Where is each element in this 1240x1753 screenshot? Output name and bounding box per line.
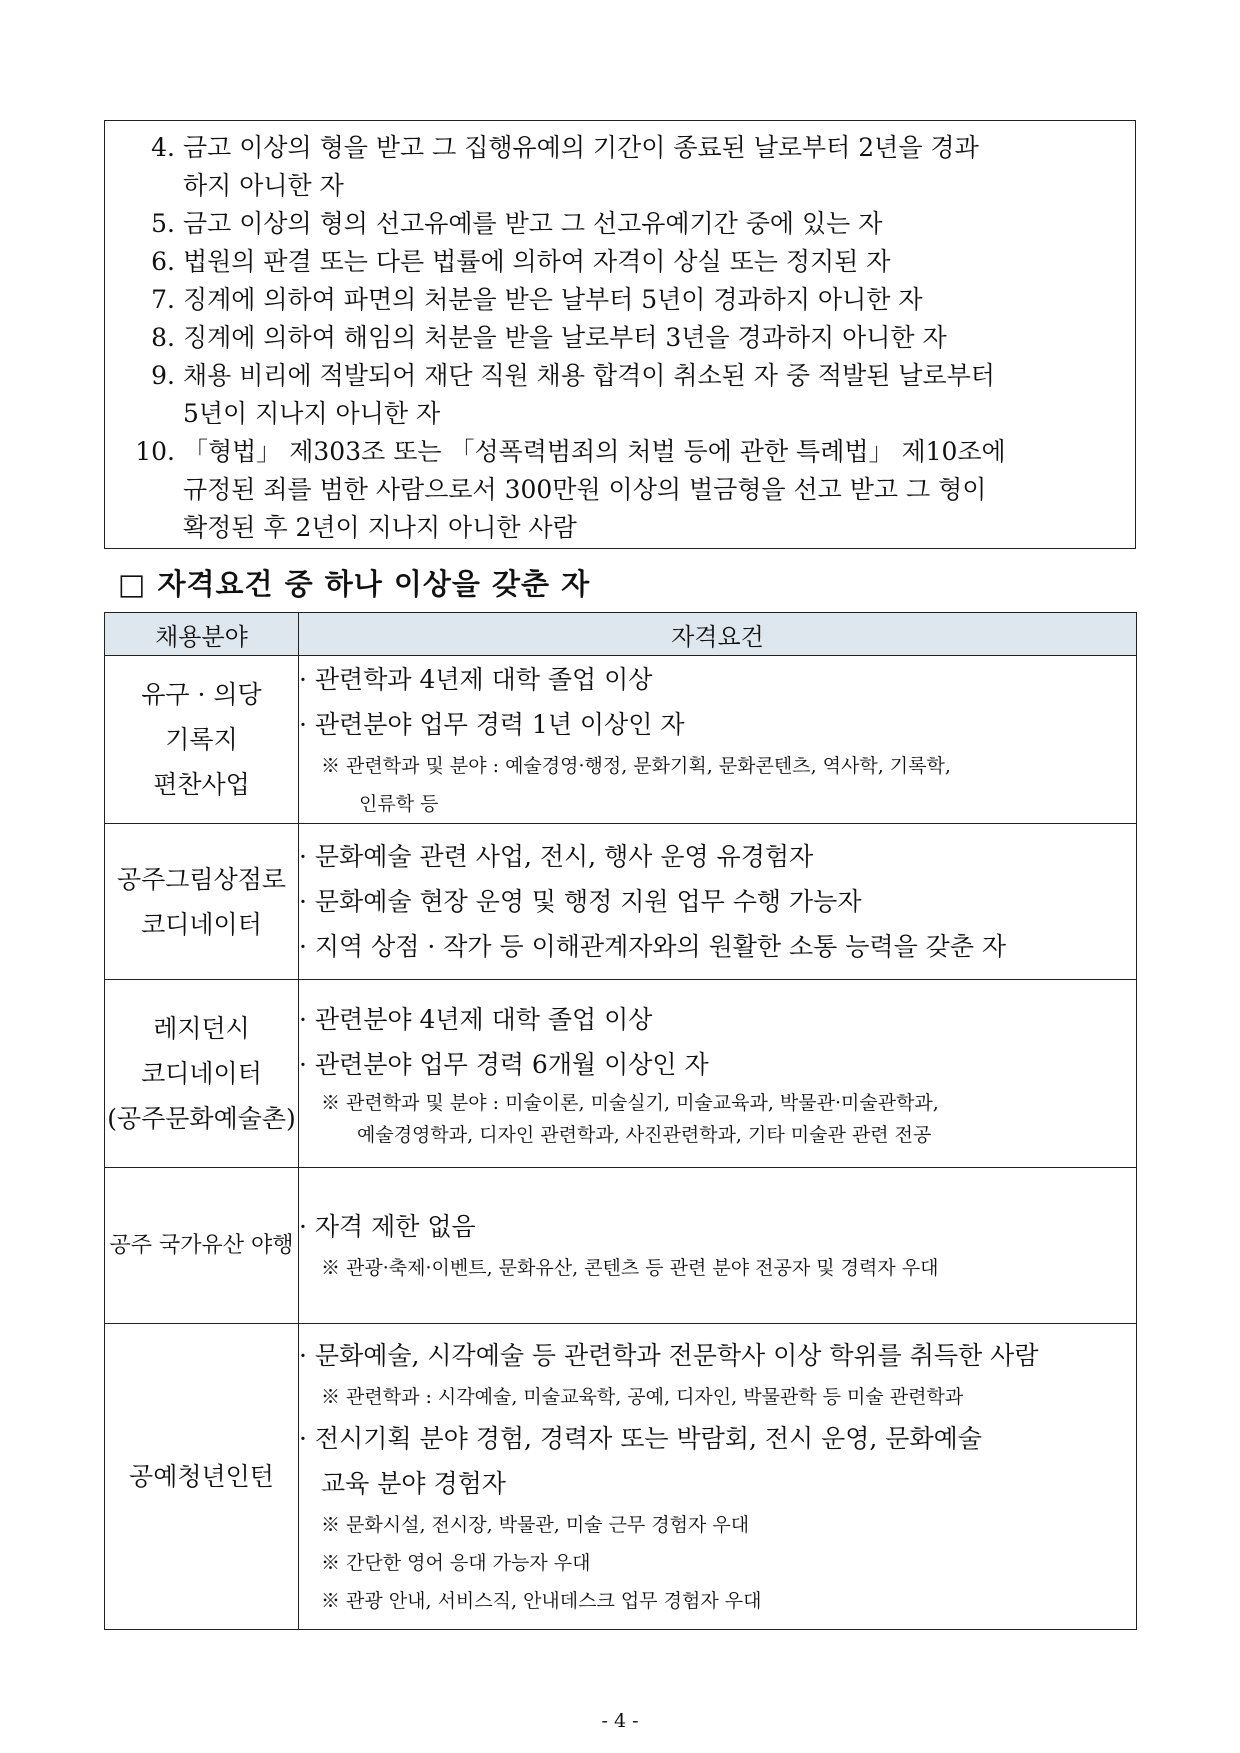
requirements-cell (299, 824, 1137, 980)
requirements-cell (299, 1324, 1137, 1630)
table-row (105, 824, 1137, 980)
table-row (105, 980, 1137, 1168)
field-cell: 공주 국가유산 야행 (105, 1168, 299, 1324)
table-row (105, 1168, 1137, 1324)
field-cell: 공주그림상점로 코디네이터 (105, 824, 299, 980)
item-text: 규정된 죄를 범한 사람으로서 300만원 이상의 벌금형을 선고 받고 그 형이 (183, 475, 987, 504)
header-requirements: 자격요건 (299, 613, 1137, 656)
item-text: 채용 비리에 적발되어 재단 직원 채용 합격이 취소된 자 중 적발된 날로부터 (183, 361, 995, 390)
requirement-bullet: · 문화예술, 시각예술 등 관련학과 전문학사 이상 학위를 취득한 사람 (299, 1341, 1039, 1370)
list-item (127, 281, 1117, 319)
disqualification-list-box (104, 120, 1136, 549)
item-number: 5. (151, 209, 175, 238)
item-text: 확정된 후 2년이 지나지 아니한 사람 (183, 513, 577, 542)
requirement-note: ※ 관련학과 : 시각예술, 미술교육학, 공예, 디자인, 박물관학 등 미술 관련학과 (321, 1386, 964, 1408)
requirement-bullet: · 관련학과 4년제 대학 졸업 이상 (299, 664, 653, 694)
item-text: 법원의 판결 또는 다른 법률에 의하여 자격이 상실 또는 정지된 자 (183, 247, 891, 276)
list-item (127, 433, 1117, 547)
item-text: 금고 이상의 형의 선고유예를 받고 그 선고유예기간 중에 있는 자 (183, 209, 883, 238)
requirement-bullet-continued: 교육 분야 경험자 (321, 1469, 506, 1498)
requirement-note: ※ 관광·축제·이벤트, 문화유산, 콘텐츠 등 관련 분야 전공자 및 경력자 우대 (321, 1257, 939, 1279)
list-item (127, 129, 1117, 205)
item-text: 징계에 의하여 파면의 처분을 받은 날부터 5년이 경과하지 아니한 자 (183, 285, 923, 314)
requirement-bullet: · 전시기획 분야 경험, 경력자 또는 박람회, 전시 운영, 문화예술 (299, 1424, 982, 1453)
requirements-cell (299, 656, 1137, 824)
table-row (105, 1324, 1137, 1630)
list-item (127, 205, 1117, 243)
requirement-note: ※ 문화시설, 전시장, 박물관, 미술 근무 경험자 우대 (321, 1514, 750, 1536)
requirement-note: ※ 관광 안내, 서비스직, 안내데스크 업무 경험자 우대 (321, 1590, 762, 1612)
item-number: 4. (151, 133, 175, 162)
requirement-bullet: · 관련분야 업무 경력 6개월 이상인 자 (299, 1049, 709, 1079)
item-number: 10. (135, 437, 175, 466)
section-heading: □ 자격요건 중 하나 이상을 갖춘 자 (118, 567, 591, 601)
requirements-cell (299, 1168, 1137, 1324)
item-text: 금고 이상의 형을 받고 그 집행유예의 기간이 종료된 날로부터 2년을 경과 (183, 133, 979, 162)
requirements-cell (299, 980, 1137, 1168)
requirement-note: ※ 간단한 영어 응대 가능자 우대 (321, 1552, 591, 1574)
requirement-note: ※ 관련학과 및 분야 : 예술경영·행정, 문화기획, 문화콘텐츠, 역사학, 기록학, 인류학 등 (321, 754, 951, 815)
field-cell: 레지던시 코디네이터 (공주문화예술촌) (105, 980, 299, 1168)
table-header-row (105, 613, 1137, 656)
item-text: 하지 아니한 자 (183, 171, 344, 200)
requirement-bullet: · 관련분야 업무 경력 1년 이상인 자 (299, 709, 685, 739)
item-text: 징계에 의하여 해임의 처분을 받을 날로부터 3년을 경과하지 아니한 자 (183, 323, 947, 352)
requirement-bullet: · 관련분야 4년제 대학 졸업 이상 (299, 1004, 653, 1034)
item-text: 「형법」 제303조 또는 「성폭력범죄의 처벌 등에 관한 특례법」 제10조에 (183, 437, 1006, 466)
list-item (127, 319, 1117, 357)
requirement-bullet: · 문화예술 관련 사업, 전시, 행사 운영 유경험자 (299, 842, 814, 871)
requirement-bullet: · 지역 상점 · 작가 등 이해관계자와의 원활한 소통 능력을 갖춘 자 (299, 932, 1007, 961)
item-number: 9. (151, 361, 175, 390)
requirements-table (104, 612, 1137, 1630)
field-cell: 유구 · 의당 기록지 편찬사업 (105, 656, 299, 824)
requirement-bullet: · 자격 제한 없음 (299, 1212, 476, 1241)
requirement-note: ※ 관련학과 및 분야 : 미술이론, 미술실기, 미술교육과, 박물관·미술관학과, 예술경영학과, 디자인 관련학과, 사진관련학과, 기타 미술관 관련 전공 (321, 1091, 939, 1146)
field-cell: 공예청년인턴 (105, 1324, 299, 1630)
item-text: 5년이 지나지 아니한 자 (183, 399, 441, 428)
table-row (105, 656, 1137, 824)
item-number: 7. (151, 285, 175, 314)
requirement-bullet: · 문화예술 현장 운영 및 행정 지원 업무 수행 가능자 (299, 887, 862, 916)
list-item (127, 357, 1117, 433)
item-number: 8. (151, 323, 175, 352)
page-number: - 4 - (601, 1710, 639, 1732)
header-field: 채용분야 (105, 613, 299, 656)
item-number: 6. (151, 247, 175, 276)
list-item (127, 243, 1117, 281)
